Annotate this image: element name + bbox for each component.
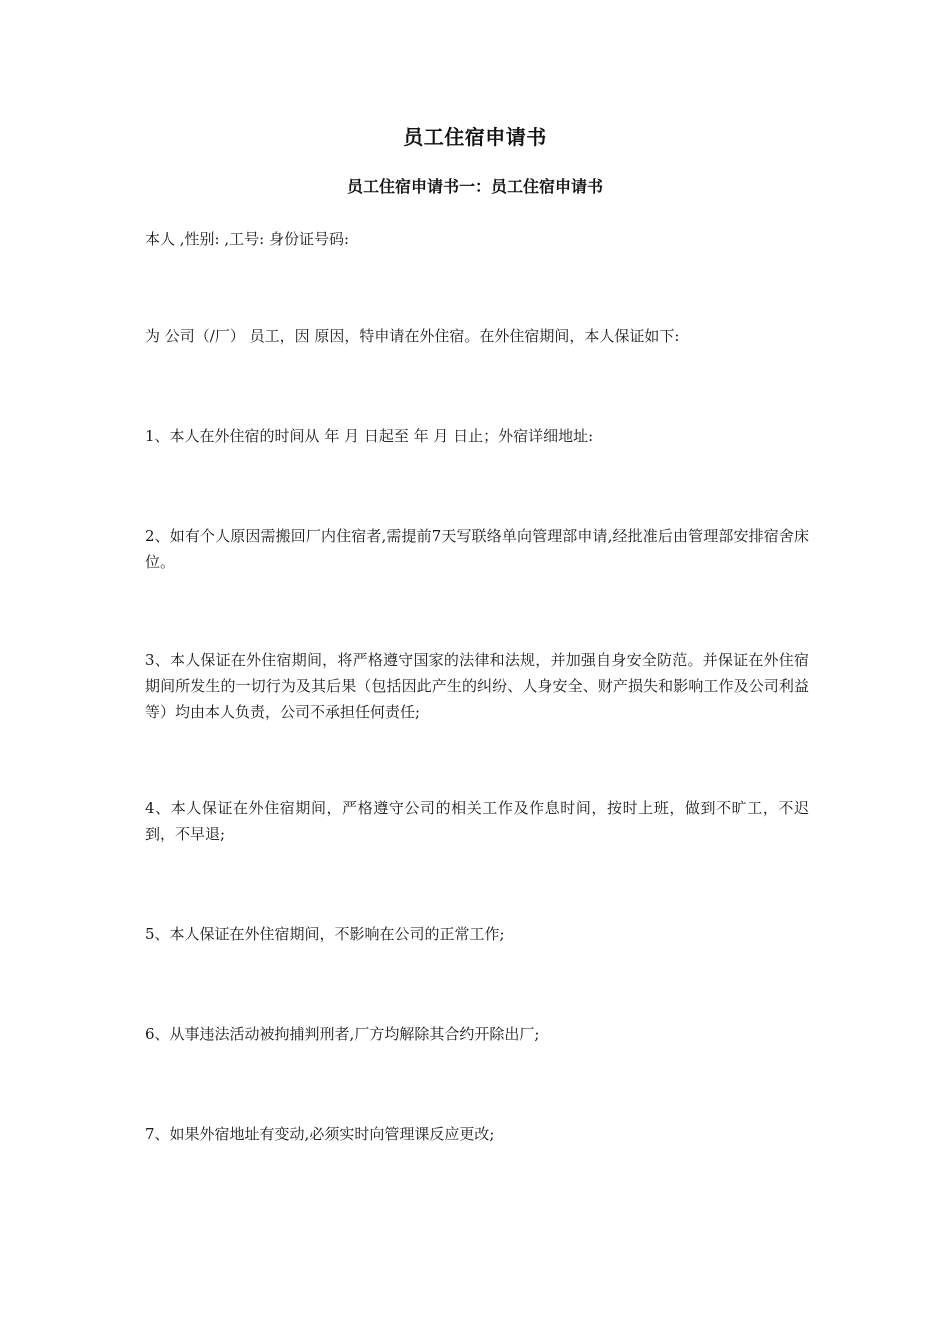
clause-6: 6、从事违法活动被拘捕判刑者,厂方均解除其合约开除出厂; [145,1025,540,1043]
clause-4: 4、本人保证在外住宿期间，严格遵守公司的相关工作及作息时间，按时上班，做到不旷工，不迟到，不早退; [145,799,809,843]
document-subtitle: 员工住宿申请书一：员工住宿申请书 [346,177,603,196]
document-title: 员工住宿申请书 [403,125,547,149]
clause-1: 1、本人在外住宿的时间从 年 月 日起至 年 月 日止；外宿详细地址: [145,427,594,445]
applicant-info-line: 本人 ,性别: ,工号: 身份证号码: [145,230,350,248]
clause-7: 7、如果外宿地址有变动,必须实时向管理课反应更改; [145,1125,495,1143]
clause-2: 2、如有个人原因需搬回厂内住宿者,需提前7天写联络单向管理部申请,经批准后由管理部安排宿舍床位。 [145,527,809,571]
intro-paragraph: 为 公司（/厂） 员工，因 原因，特申请在外住宿。在外住宿期间，本人保证如下: [145,327,680,345]
clause-3: 3、本人保证在外住宿期间，将严格遵守国家的法律和法规，并加强自身安全防范。并保证在外住宿期间所发生的一切行为及其后果（包括因此产生的纠纷、人身安全、财产损失和影响工作及公司利益等）均由本人负责，公司不承担任何责任; [145,651,809,721]
clause-5: 5、本人保证在外住宿期间，不影响在公司的正常工作; [145,925,505,943]
